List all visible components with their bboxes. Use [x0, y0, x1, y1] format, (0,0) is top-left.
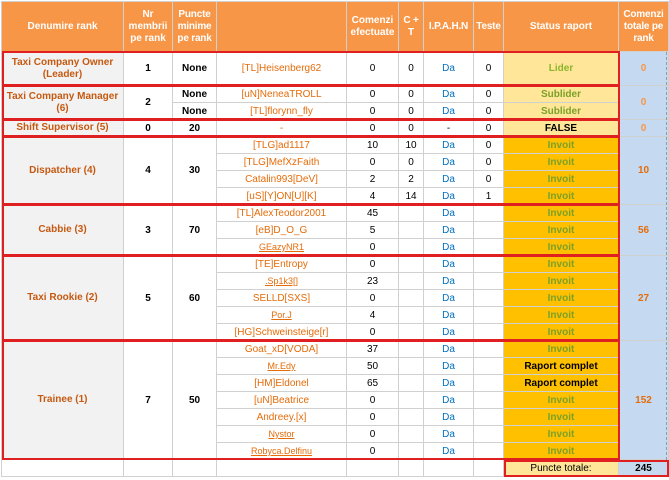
status-report-cell[interactable]: Invoit [504, 239, 619, 256]
header-row [2, 2, 669, 52]
tests-cell[interactable]: 0 [474, 120, 504, 137]
orders-cell[interactable]: 0 [347, 52, 399, 86]
orders-cell[interactable]: 0 [347, 86, 399, 103]
ct-cell[interactable] [399, 290, 424, 307]
player-name-cell[interactable]: [uN]NeneaTROLL [217, 86, 347, 103]
orders-cell[interactable]: 0 [347, 443, 399, 460]
empty-cell[interactable] [399, 460, 424, 477]
rank-total-cell[interactable]: 27 [619, 256, 669, 341]
ipahn-cell[interactable]: Da [424, 358, 474, 375]
status-report-cell[interactable]: Invoit [504, 426, 619, 443]
min-points-cell[interactable]: None [173, 86, 217, 103]
summary-row [2, 460, 669, 477]
player-name-cell[interactable]: [HG]Schweinsteige[r] [217, 324, 347, 341]
status-report-cell[interactable]: Invoit [504, 154, 619, 171]
ipahn-cell[interactable]: Da [424, 86, 474, 103]
empty-cell[interactable] [474, 460, 504, 477]
status-report-cell[interactable]: Raport complet [504, 358, 619, 375]
empty-cell[interactable] [347, 460, 399, 477]
empty-cell[interactable] [424, 460, 474, 477]
orders-cell[interactable]: 0 [347, 392, 399, 409]
ct-cell[interactable]: 0 [399, 52, 424, 86]
ipahn-cell[interactable]: Da [424, 103, 474, 120]
header-members[interactable]: Nr membrii pe rank [124, 2, 173, 52]
header-orders[interactable]: Comenzi efectuate [347, 2, 399, 52]
ct-cell[interactable] [399, 273, 424, 290]
status-report-cell[interactable]: Invoit [504, 188, 619, 205]
members-count-cell[interactable]: 2 [124, 86, 173, 120]
ct-cell[interactable]: 0 [399, 154, 424, 171]
rank-total-cell[interactable]: 0 [619, 86, 669, 120]
ct-cell[interactable] [399, 409, 424, 426]
tests-cell[interactable] [474, 239, 504, 256]
ipahn-cell[interactable]: Da [424, 426, 474, 443]
player-name-cell[interactable]: Goat_xD[VODA] [217, 341, 347, 358]
player-name-cell[interactable]: [uN]Beatrice [217, 392, 347, 409]
ipahn-cell[interactable]: Da [424, 52, 474, 86]
tests-cell[interactable]: 0 [474, 171, 504, 188]
min-points-cell[interactable]: 60 [173, 256, 217, 341]
ipahn-cell[interactable]: Da [424, 409, 474, 426]
ct-cell[interactable] [399, 239, 424, 256]
rank-total-cell[interactable]: 152 [619, 341, 669, 460]
min-points-cell[interactable]: 20 [173, 120, 217, 137]
empty-cell[interactable] [2, 460, 124, 477]
status-report-cell[interactable]: Raport complet [504, 375, 619, 392]
orders-cell[interactable]: 0 [347, 409, 399, 426]
ct-cell[interactable] [399, 205, 424, 222]
rank-total-cell[interactable]: 0 [619, 52, 669, 86]
total-points-value[interactable]: 245 [619, 460, 669, 477]
player-name-cell[interactable]: [TL]Heisenberg62 [217, 52, 347, 86]
ipahn-cell[interactable]: Da [424, 154, 474, 171]
members-count-cell[interactable]: 5 [124, 256, 173, 341]
tests-cell[interactable]: 0 [474, 137, 504, 154]
ct-cell[interactable]: 0 [399, 86, 424, 103]
ct-cell[interactable] [399, 324, 424, 341]
orders-cell[interactable]: 37 [347, 341, 399, 358]
orders-cell[interactable]: 50 [347, 358, 399, 375]
ipahn-cell[interactable]: Da [424, 239, 474, 256]
rank-report-table [1, 1, 669, 477]
header-status[interactable]: Status raport [504, 2, 619, 52]
table-row [2, 341, 669, 358]
player-name-cell[interactable]: Mr.Edy [217, 358, 347, 375]
ct-cell[interactable]: 10 [399, 137, 424, 154]
total-points-label: Puncte totale: [504, 460, 619, 477]
orders-cell[interactable]: 2 [347, 171, 399, 188]
rank-total-cell[interactable]: 10 [619, 137, 669, 205]
rank-name-cell[interactable]: Taxi Company Manager (6) [2, 86, 124, 120]
player-name-cell[interactable]: Andreey.[x] [217, 409, 347, 426]
header-ipahn[interactable]: I.P.A.H.N [424, 2, 474, 52]
status-report-cell[interactable]: Invoit [504, 341, 619, 358]
tests-cell[interactable] [474, 273, 504, 290]
tests-cell[interactable]: 0 [474, 52, 504, 86]
ct-cell[interactable]: 2 [399, 171, 424, 188]
status-report-cell[interactable]: Invoit [504, 324, 619, 341]
rank-total-cell[interactable]: 56 [619, 205, 669, 256]
tests-cell[interactable]: 0 [474, 154, 504, 171]
column-separator [666, 52, 667, 460]
player-name-cell[interactable]: - [217, 120, 347, 137]
header-min-points[interactable]: Puncte minime pe rank [173, 2, 217, 52]
table-row [2, 256, 669, 273]
player-name-cell[interactable]: [TE]Entropy [217, 256, 347, 273]
ipahn-cell[interactable]: Da [424, 273, 474, 290]
table-row [2, 205, 669, 222]
tests-cell[interactable] [474, 256, 504, 273]
orders-cell[interactable]: 10 [347, 137, 399, 154]
player-name-cell[interactable]: [TL]florynn_fly [217, 103, 347, 120]
tests-cell[interactable]: 0 [474, 86, 504, 103]
orders-cell[interactable]: 45 [347, 205, 399, 222]
player-name-cell[interactable]: [TL]AlexTeodor2001 [217, 205, 347, 222]
tests-cell[interactable] [474, 375, 504, 392]
ct-cell[interactable]: 14 [399, 188, 424, 205]
ipahn-cell[interactable]: Da [424, 290, 474, 307]
ipahn-cell[interactable]: Da [424, 256, 474, 273]
ipahn-cell[interactable]: Da [424, 307, 474, 324]
player-name-cell[interactable]: GEazyNR1 [217, 239, 347, 256]
player-name-cell[interactable]: [uS][Y]ON[U][K] [217, 188, 347, 205]
empty-cell[interactable] [217, 460, 347, 477]
table-body [2, 52, 669, 477]
status-report-cell[interactable]: Invoit [504, 443, 619, 460]
members-count-cell[interactable]: 4 [124, 137, 173, 205]
status-report-cell[interactable]: Invoit [504, 409, 619, 426]
ipahn-cell[interactable]: Da [424, 443, 474, 460]
player-name-cell[interactable]: [TLG]ad1117 [217, 137, 347, 154]
ipahn-cell[interactable]: Da [424, 137, 474, 154]
ct-cell[interactable] [399, 222, 424, 239]
tests-cell[interactable] [474, 341, 504, 358]
tests-cell[interactable] [474, 358, 504, 375]
tests-cell[interactable] [474, 392, 504, 409]
status-report-cell[interactable]: Invoit [504, 256, 619, 273]
ct-cell[interactable] [399, 341, 424, 358]
tests-cell[interactable] [474, 222, 504, 239]
tests-cell[interactable] [474, 409, 504, 426]
ipahn-cell[interactable]: Da [424, 222, 474, 239]
rank-total-cell[interactable]: 0 [619, 120, 669, 137]
ipahn-cell[interactable]: - [424, 120, 474, 137]
table-row [2, 52, 669, 86]
orders-cell[interactable]: 0 [347, 154, 399, 171]
members-count-cell[interactable]: 3 [124, 205, 173, 256]
rank-name-cell[interactable]: Shift Supervisor (5) [2, 120, 124, 137]
ct-cell[interactable] [399, 426, 424, 443]
orders-cell[interactable]: 65 [347, 375, 399, 392]
rank-name-cell[interactable]: Trainee (1) [2, 341, 124, 460]
ct-cell[interactable] [399, 307, 424, 324]
rank-name-cell[interactable]: Dispatcher (4) [2, 137, 124, 205]
tests-cell[interactable] [474, 307, 504, 324]
player-name-cell[interactable]: Nystor [217, 426, 347, 443]
orders-cell[interactable]: 0 [347, 103, 399, 120]
min-points-cell[interactable]: None [173, 103, 217, 120]
rank-name-cell[interactable]: Cabbie (3) [2, 205, 124, 256]
ipahn-cell[interactable]: Da [424, 392, 474, 409]
members-count-cell[interactable]: 7 [124, 341, 173, 460]
status-report-cell[interactable]: Sublider [504, 103, 619, 120]
player-name-cell[interactable]: [eB]D_O_G [217, 222, 347, 239]
tests-cell[interactable] [474, 426, 504, 443]
ipahn-cell[interactable]: Da [424, 324, 474, 341]
tests-cell[interactable] [474, 324, 504, 341]
orders-cell[interactable]: 23 [347, 273, 399, 290]
ipahn-cell[interactable]: Da [424, 171, 474, 188]
header-player[interactable] [217, 2, 347, 52]
tests-cell[interactable]: 1 [474, 188, 504, 205]
min-points-cell[interactable]: None [173, 52, 217, 86]
empty-cell[interactable] [124, 460, 173, 477]
ct-cell[interactable] [399, 375, 424, 392]
orders-cell[interactable]: 4 [347, 188, 399, 205]
header-totals[interactable]: Comenzi totale pe rank [619, 2, 669, 52]
status-report-cell[interactable]: Invoit [504, 392, 619, 409]
orders-cell[interactable]: 5 [347, 222, 399, 239]
orders-cell[interactable]: 0 [347, 120, 399, 137]
status-report-cell[interactable]: Invoit [504, 290, 619, 307]
table-row [2, 86, 669, 103]
player-name-cell[interactable]: .Sp1k3[] [217, 273, 347, 290]
status-report-cell[interactable]: Invoit [504, 307, 619, 324]
player-name-cell[interactable]: Robyca.Delfinu [217, 443, 347, 460]
orders-cell[interactable]: 0 [347, 324, 399, 341]
min-points-cell[interactable]: 70 [173, 205, 217, 256]
ct-cell[interactable] [399, 256, 424, 273]
min-points-cell[interactable]: 30 [173, 137, 217, 205]
table-row [2, 137, 669, 154]
ct-cell[interactable]: 0 [399, 120, 424, 137]
player-name-cell[interactable]: [TLG]MefXzFaith [217, 154, 347, 171]
orders-cell[interactable]: 0 [347, 426, 399, 443]
tests-cell[interactable] [474, 443, 504, 460]
ct-cell[interactable] [399, 392, 424, 409]
status-report-cell[interactable]: Sublider [504, 86, 619, 103]
status-report-cell[interactable]: Invoit [504, 137, 619, 154]
table-row [2, 120, 669, 137]
ipahn-cell[interactable]: Da [424, 205, 474, 222]
status-report-cell[interactable]: FALSE [504, 120, 619, 137]
status-report-cell[interactable]: Invoit [504, 171, 619, 188]
orders-cell[interactable]: 0 [347, 290, 399, 307]
ct-cell[interactable] [399, 443, 424, 460]
status-report-cell[interactable]: Lider [504, 52, 619, 86]
player-name-cell[interactable]: Catalin993[DeV] [217, 171, 347, 188]
ct-cell[interactable] [399, 358, 424, 375]
ipahn-cell[interactable]: Da [424, 188, 474, 205]
rank-name-cell[interactable]: Taxi Company Owner (Leader) [2, 52, 124, 86]
player-name-cell[interactable]: [HM]Eldonel [217, 375, 347, 392]
rank-name-cell[interactable]: Taxi Rookie (2) [2, 256, 124, 341]
header-rank-name[interactable]: Denumire rank [2, 2, 124, 52]
orders-cell[interactable]: 0 [347, 239, 399, 256]
members-count-cell[interactable]: 1 [124, 52, 173, 86]
player-name-cell[interactable]: SELLD[SXS] [217, 290, 347, 307]
members-count-cell[interactable]: 0 [124, 120, 173, 137]
header-ct[interactable]: C + T [399, 2, 424, 52]
status-report-cell[interactable]: Invoit [504, 205, 619, 222]
ct-cell[interactable]: 0 [399, 103, 424, 120]
orders-cell[interactable]: 4 [347, 307, 399, 324]
tests-cell[interactable] [474, 205, 504, 222]
orders-cell[interactable]: 0 [347, 256, 399, 273]
tests-cell[interactable]: 0 [474, 103, 504, 120]
header-tests[interactable]: Teste [474, 2, 504, 52]
min-points-cell[interactable]: 50 [173, 341, 217, 460]
player-name-cell[interactable]: Por.J [217, 307, 347, 324]
status-report-cell[interactable]: Invoit [504, 273, 619, 290]
status-report-cell[interactable]: Invoit [504, 222, 619, 239]
tests-cell[interactable] [474, 290, 504, 307]
empty-cell[interactable] [173, 460, 217, 477]
ipahn-cell[interactable]: Da [424, 375, 474, 392]
ipahn-cell[interactable]: Da [424, 341, 474, 358]
